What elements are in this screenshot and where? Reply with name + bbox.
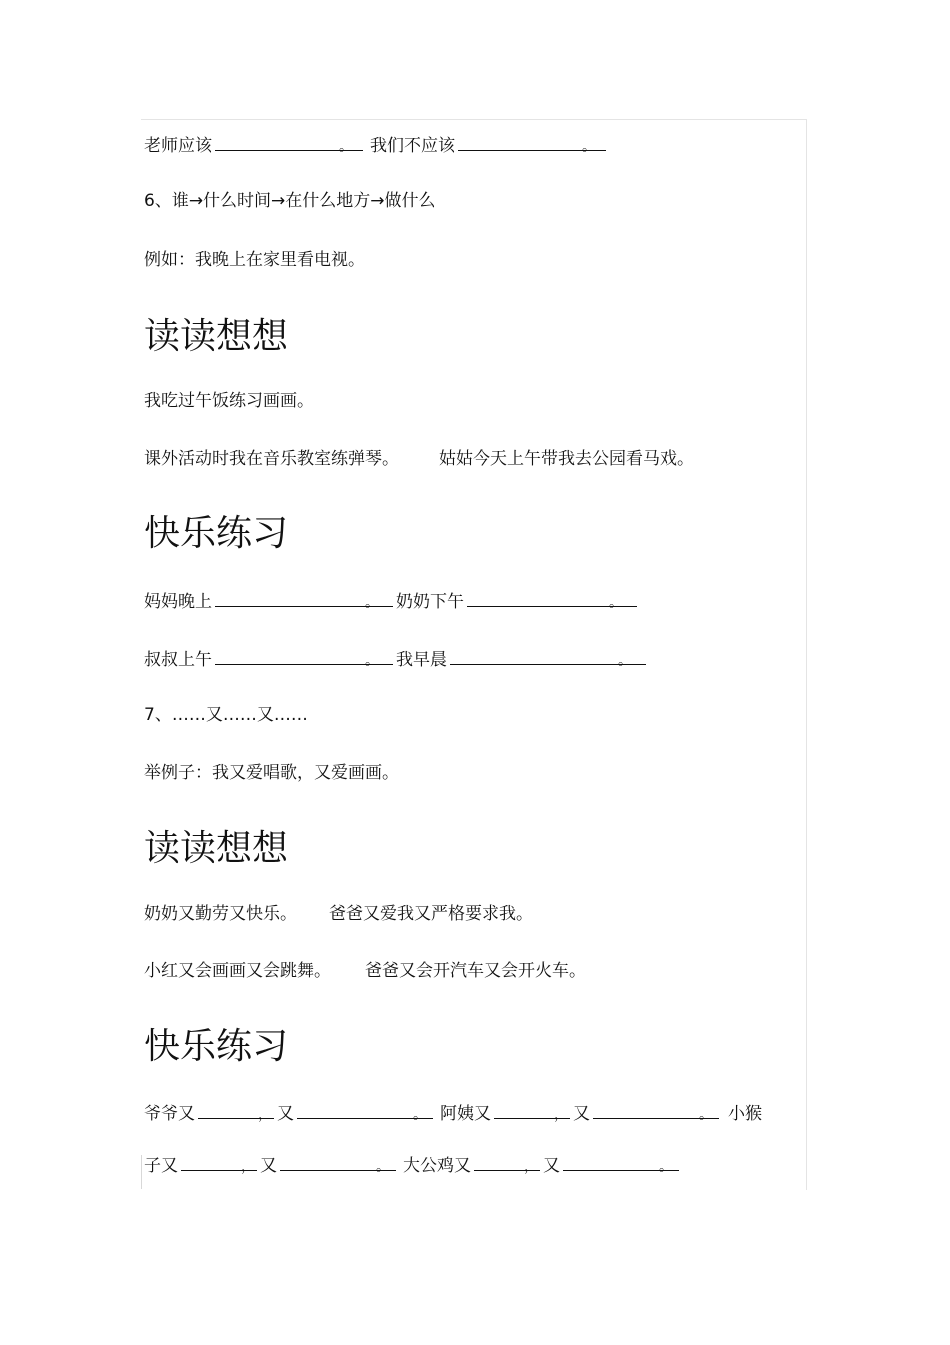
fill-blank[interactable]: 。	[215, 646, 393, 665]
heading-read-think: 读读想想	[144, 828, 289, 869]
fill-blank[interactable]: 。	[563, 1152, 679, 1171]
reading-sentence-pair: 小红又会画画又会跳舞。 爸爸又会开汽车又会开火车。	[144, 961, 586, 981]
page-frame-edge	[141, 1155, 142, 1189]
example-sentence: 例如：我晚上在家里看电视。	[144, 250, 365, 270]
fill-blank[interactable]: 。	[297, 1100, 433, 1119]
fill-blank[interactable]: ，	[474, 1152, 540, 1171]
reading-sentence: 我吃过午饭练习画画。	[144, 391, 314, 411]
reading-sentence-pair: 课外活动时我在音乐教室练弹琴。 姑姑今天上午带我去公园看马戏。	[144, 449, 694, 469]
fill-blank[interactable]: ，	[181, 1152, 257, 1171]
practice-sentence: 爷爷又 ， 又 。 阿姨又 ， 又 。 小猴	[144, 1100, 762, 1125]
fill-blank[interactable]: 。	[458, 132, 606, 151]
fill-blank[interactable]: ，	[494, 1100, 570, 1119]
practice-sentence: 叔叔上午 。 我早晨 。	[144, 646, 649, 671]
fill-blank[interactable]: 。	[467, 588, 637, 607]
heading-read-think: 读读想想	[144, 316, 289, 357]
fill-blank[interactable]: 。	[450, 646, 646, 665]
practice-sentence: 子又 ， 又 。 大公鸡又 ， 又 。	[144, 1152, 682, 1177]
fill-blank[interactable]: 。	[215, 132, 363, 151]
fill-blank[interactable]: 。	[215, 588, 393, 607]
heading-happy-practice: 快乐练习	[144, 1026, 289, 1067]
practice-sentence: 妈妈晚上 。 奶奶下午 。	[144, 588, 640, 613]
heading-happy-practice: 快乐练习	[144, 513, 289, 554]
section-6-title: 6、谁→什么时间→在什么地方→做什么	[144, 191, 436, 211]
sentence-teacher-should: 老师应该 。 我们不应该 。	[144, 132, 609, 157]
fill-blank[interactable]: ，	[198, 1100, 274, 1119]
fill-blank[interactable]: 。	[280, 1152, 396, 1171]
reading-sentence-pair: 奶奶又勤劳又快乐。 爸爸又爱我又严格要求我。	[144, 904, 533, 924]
example-sentence: 举例子：我又爱唱歌，又爱画画。	[144, 763, 399, 783]
fill-blank[interactable]: 。	[593, 1100, 719, 1119]
section-7-title: 7、……又……又……	[144, 705, 308, 725]
